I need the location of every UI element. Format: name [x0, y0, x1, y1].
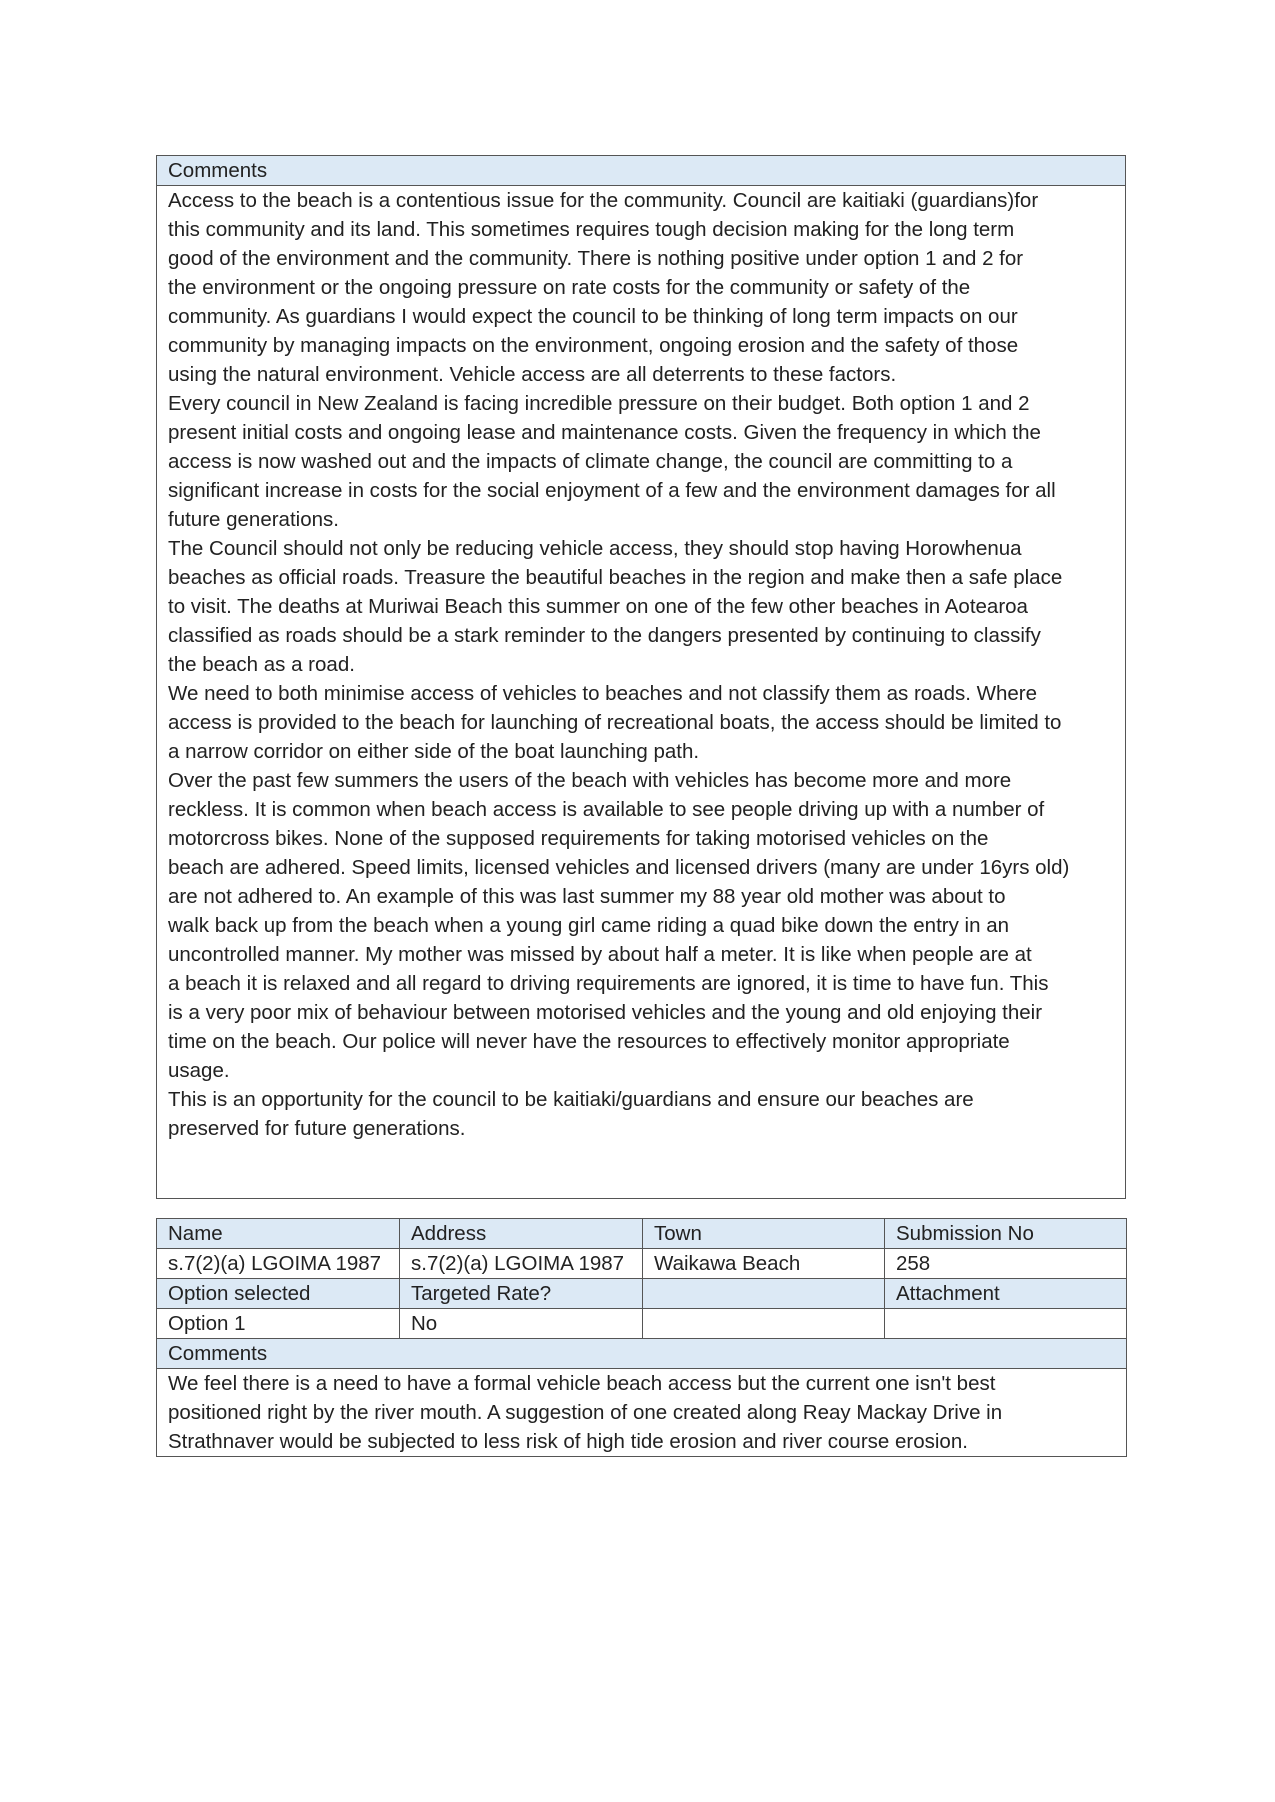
- blank-header: [643, 1279, 885, 1309]
- comment-line: community by managing impacts on the environment, ongoing erosion and the safety of those: [168, 334, 1019, 357]
- targeted-rate-value: No: [400, 1309, 643, 1339]
- comments-body: [157, 186, 1126, 1199]
- comment-line: are not adhered to. An example of this was last summer my 88 year old mother was about to: [168, 885, 1006, 908]
- submission-no-header: Submission No: [885, 1219, 1127, 1249]
- comment-line: Strathnaver would be subjected to less risk of high tide erosion and river course erosion.: [168, 1430, 968, 1453]
- comment-line: is a very poor mix of behaviour between motorised vehicles and the young and old enjoying their: [168, 1001, 1043, 1024]
- comment-line: We need to both minimise access of vehicles to beaches and not classify them as roads. Where: [168, 682, 1038, 705]
- comment-line: the beach as a road.: [168, 653, 355, 676]
- town-value: Waikawa Beach: [643, 1249, 885, 1279]
- comment-line: access is now washed out and the impacts of climate change, the council are committing to a: [168, 450, 1013, 473]
- comment-line: beaches as official roads. Treasure the beautiful beaches in the region and make then a safe place: [168, 566, 1063, 589]
- comment-line: this community and its land. This sometimes requires tough decision making for the long term: [168, 218, 1015, 241]
- town-header: Town: [643, 1219, 885, 1249]
- submission-comments-body: [157, 1369, 1127, 1457]
- comment-line: motorcross bikes. None of the supposed requirements for taking motorised vehicles on the: [168, 827, 989, 850]
- comment-line: classified as roads should be a stark reminder to the dangers presented by continuing to classify: [168, 624, 1041, 647]
- submission-258-table: [156, 1218, 1127, 1457]
- comment-line: future generations.: [168, 508, 339, 531]
- address-value: s.7(2)(a) LGOIMA 1987: [400, 1249, 643, 1279]
- previous-submission-comments-table: [156, 155, 1126, 1199]
- comment-line: This is an opportunity for the council to be kaitiaki/guardians and ensure our beaches are: [168, 1088, 974, 1111]
- comment-line: time on the beach. Our police will never have the resources to effectively monitor appropriate: [168, 1030, 1010, 1053]
- comment-line: a narrow corridor on either side of the boat launching path.: [168, 740, 700, 763]
- comment-line: using the natural environment. Vehicle access are all deterrents to these factors.: [168, 363, 897, 386]
- attachment-header: Attachment: [885, 1279, 1127, 1309]
- comment-line: community. As guardians I would expect the council to be thinking of long term impacts on our: [168, 305, 1018, 328]
- comment-line: a beach it is relaxed and all regard to driving requirements are ignored, it is time to have fun. This: [168, 972, 1049, 995]
- header-row: [157, 1219, 1127, 1249]
- attachment-value: [885, 1309, 1127, 1339]
- submission-no-value: 258: [885, 1249, 1127, 1279]
- comment-line: reckless. It is common when beach access is available to see people driving up with a number of: [168, 798, 1045, 821]
- comment-line: significant increase in costs for the social enjoyment of a few and the environment damages for all: [168, 479, 1056, 502]
- comment-line: preserved for future generations.: [168, 1117, 466, 1140]
- comment-line: present initial costs and ongoing lease and maintenance costs. Given the frequency in which the: [168, 421, 1041, 444]
- comment-line: walk back up from the beach when a young girl came riding a quad bike down the entry in an: [168, 914, 1010, 937]
- option-selected-value: Option 1: [157, 1309, 400, 1339]
- comment-line: We feel there is a need to have a formal vehicle beach access but the current one isn't best: [168, 1372, 996, 1395]
- comments-header: Comments: [157, 156, 1126, 186]
- name-header: Name: [157, 1219, 400, 1249]
- address-header: Address: [400, 1219, 643, 1249]
- comment-line: uncontrolled manner. My mother was missed by about half a meter. It is like when people are at: [168, 943, 1032, 966]
- name-value: s.7(2)(a) LGOIMA 1987: [157, 1249, 400, 1279]
- comment-line: access is provided to the beach for launching of recreational boats, the access should be limited to: [168, 711, 1062, 734]
- comment-line: Every council in New Zealand is facing incredible pressure on their budget. Both option 1 and 2: [168, 392, 1030, 415]
- targeted-rate-header: Targeted Rate?: [400, 1279, 643, 1309]
- comment-line: usage.: [168, 1059, 230, 1082]
- submission-comments-header: Comments: [157, 1339, 1127, 1369]
- comments-body-row: [157, 1369, 1127, 1457]
- blank-value: [643, 1309, 885, 1339]
- comment-line: positioned right by the river mouth. A suggestion of one created along Reay Mackay Drive in: [168, 1401, 1003, 1424]
- option-selected-header: Option selected: [157, 1279, 400, 1309]
- comment-line: good of the environment and the community. There is nothing positive under option 1 and 2 for: [168, 247, 1024, 270]
- comment-line: the environment or the ongoing pressure on rate costs for the community or safety of the: [168, 276, 971, 299]
- comment-line: Access to the beach is a contentious issue for the community. Council are kaitiaki (guardians)for: [168, 189, 1039, 212]
- option-values-row: [157, 1309, 1127, 1339]
- option-header-row: [157, 1279, 1127, 1309]
- comments-header-row: [157, 1339, 1127, 1369]
- values-row: [157, 1249, 1127, 1279]
- comment-line: to visit. The deaths at Muriwai Beach this summer on one of the few other beaches in Aotearoa: [168, 595, 1028, 618]
- comment-line: Over the past few summers the users of the beach with vehicles has become more and more: [168, 769, 1012, 792]
- comment-line: The Council should not only be reducing vehicle access, they should stop having Horowhenua: [168, 537, 1022, 560]
- comment-line: beach are adhered. Speed limits, licensed vehicles and licensed drivers (many are under 16yrs old): [168, 856, 1070, 879]
